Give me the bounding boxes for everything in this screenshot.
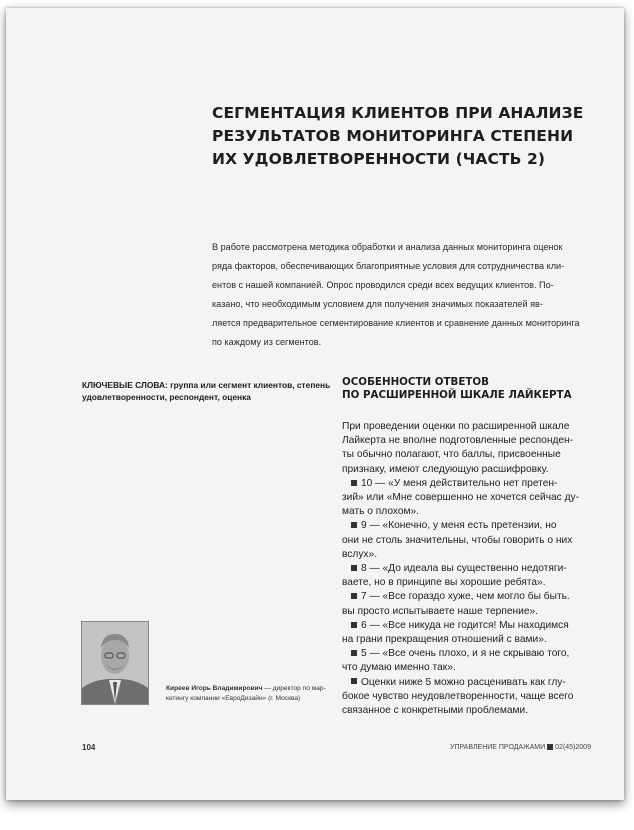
body-line (342, 704, 604, 718)
article-abstract (212, 238, 584, 352)
square-bullet-icon (351, 622, 357, 628)
body-line (342, 491, 604, 505)
section-heading-line: ПО РАСШИРЕННОЙ ШКАЛЕ ЛАЙКЕРТА (342, 389, 572, 401)
body-line-text: 5 — «Все очень плохо, и я не скрываю того, (361, 648, 570, 660)
body-line-text: они не столь значительны, чтобы говорить о них (342, 534, 573, 546)
abstract-line: ентов с нашей компанией. Опрос проводился среди всех ведущих клиентов. По- (212, 280, 554, 290)
title-line: СЕГМЕНТАЦИЯ КЛИЕНТОВ ПРИ АНАЛИЗЕ (212, 104, 584, 122)
body-line (342, 562, 604, 576)
keywords-label: КЛЮЧЕВЫЕ СЛОВА: (82, 380, 168, 390)
square-bullet-icon (351, 565, 357, 571)
journal-name: УПРАВЛЕНИЕ ПРОДАЖАМИ (450, 744, 546, 751)
section-heading-line: ОСОБЕННОСТИ ОТВЕТОВ (342, 376, 490, 388)
body-line (342, 519, 604, 533)
abstract-line: ряда факторов, обеспечивающих благоприятные условия для сотрудничества кли- (212, 261, 565, 271)
body-line (342, 633, 604, 647)
author-line (166, 684, 336, 694)
body-line-text: Лайкерта не вполне подготовленные респонден- (342, 435, 574, 447)
body-line (342, 448, 604, 462)
body-line-text: вслух». (342, 548, 378, 560)
journal-issue: 02(45)2009 (555, 744, 591, 751)
body-line (342, 619, 604, 633)
square-bullet-icon (351, 522, 357, 528)
body-line (342, 548, 604, 562)
body-line-text: При проведении оценки по расширенной шкале (342, 421, 570, 432)
abstract-line: В работе рассмотрена методика обработки и анализа данных мониторинга оценок (212, 242, 563, 252)
body-line-text: 6 — «Все никуда не годится! Мы находимся (361, 619, 569, 631)
abstract-line: казано, что необходимым условием для получения значимых показателей яв- (212, 299, 543, 309)
body-line-text: Оценки ниже 5 можно расценивать как глу- (361, 676, 566, 688)
body-line-text: ваете, но в принципе вы хорошие ребята». (342, 577, 546, 589)
body-line (342, 690, 604, 704)
body-line-text: 8 — «До идеала вы существенно недотяги- (361, 563, 567, 575)
body-line (342, 434, 604, 448)
body-line (342, 590, 604, 604)
page-number: 104 (82, 743, 96, 752)
body-line (342, 420, 604, 434)
keywords-block (82, 379, 332, 403)
body-line-text: связанное с конкретными проблемами. (342, 705, 529, 717)
article-title (212, 102, 584, 171)
author-company: кетингу компании «ЕвроДизайн» (г. Москва) (166, 695, 301, 702)
body-line (342, 605, 604, 619)
body-line-text: 7 — «Все гораздо хуже, чем могло бы быть. (361, 591, 570, 603)
author-role: — директор по мар- (262, 685, 326, 692)
body-line (342, 576, 604, 590)
author-name: Киреев Игорь Владимирович (166, 685, 263, 692)
author-info (166, 684, 336, 704)
body-line (342, 647, 604, 661)
abstract-line: ляется предварительное сегментирование клиентов и сравнение данных мониторинга (212, 318, 580, 328)
body-line-text: вы просто испытываете наше терпение». (342, 605, 539, 617)
abstract-line: по каждому из сегментов. (212, 337, 322, 347)
body-line-text: что думаю именно так». (342, 662, 456, 674)
article-body (342, 420, 604, 718)
body-line-text: 10 — «У меня действительно нет претен- (361, 477, 558, 489)
body-line (342, 661, 604, 675)
body-line (342, 534, 604, 548)
section-heading (342, 376, 602, 402)
body-line (342, 477, 604, 491)
body-line (342, 463, 604, 477)
body-line-text: зий» или «Мне совершенно не хочется сейчас ду- (342, 492, 580, 504)
title-line: ИХ УДОВЛЕТВОРЕННОСТИ (ЧАСТЬ 2) (212, 150, 546, 168)
body-line-text: бокое чувство неудовлетворенности, чаще всего (342, 690, 574, 702)
body-line-text: на грани прекращения отношений с вами». (342, 634, 547, 646)
body-line (342, 505, 604, 519)
body-line-text: мать о плохом». (342, 506, 420, 518)
body-line-text: признаку, имеют следующую расшифровку. (342, 463, 549, 475)
title-line: РЕЗУЛЬТАТОВ МОНИТОРИНГА СТЕПЕНИ (212, 127, 574, 145)
square-bullet-icon (351, 678, 357, 684)
square-bullet-icon (547, 744, 553, 750)
journal-footer (450, 744, 590, 751)
author-photo (81, 621, 149, 705)
body-line-text: 9 — «Конечно, у меня есть претензии, но (361, 520, 557, 532)
body-line (342, 676, 604, 690)
square-bullet-icon (351, 480, 357, 486)
square-bullet-icon (351, 593, 357, 599)
square-bullet-icon (351, 650, 357, 656)
body-line-text: ты обычно полагают, что баллы, присвоенные (342, 449, 561, 461)
author-portrait-icon (82, 622, 148, 704)
keywords-text: группа или сегмент клиентов, степень удовлетворенности, респондент, оценка (82, 380, 331, 402)
